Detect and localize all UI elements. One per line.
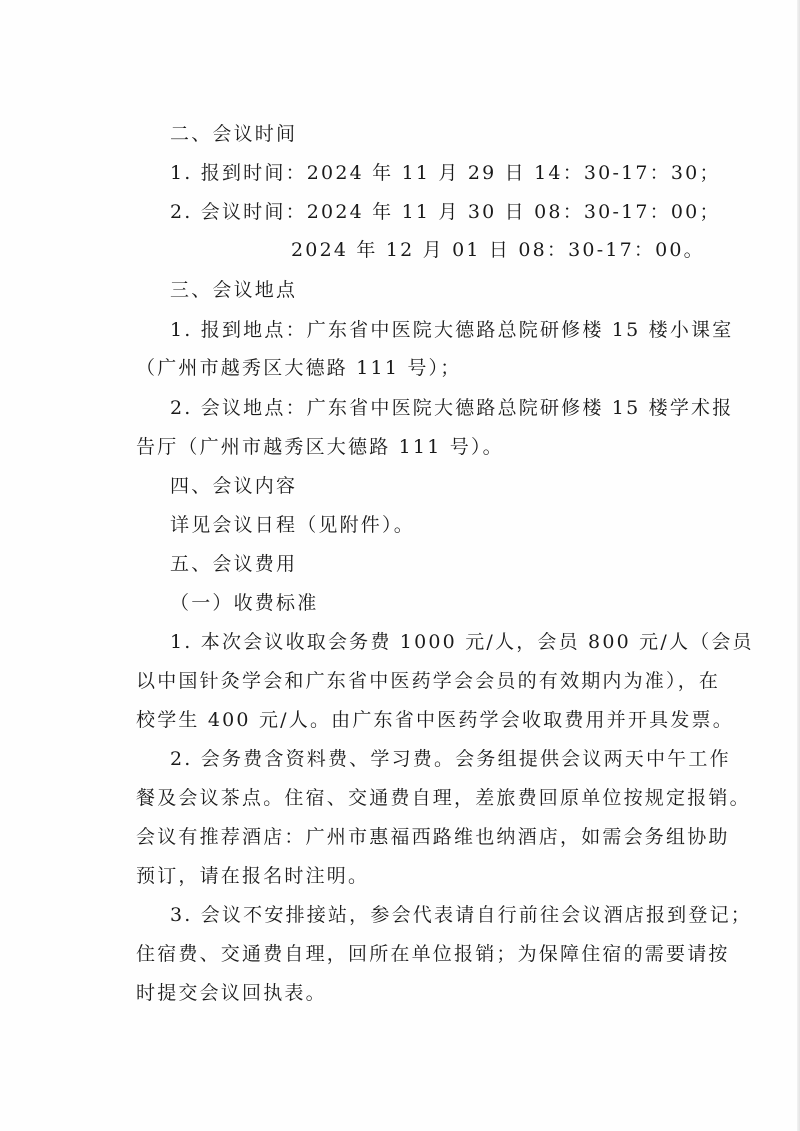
meeting-time-day1: 2. 会议时间：2024 年 11 月 30 日 08：30-17：00； xyxy=(170,201,721,223)
registration-venue: 1. 报到地点：广东省中医院大德路总院研修楼 15 楼小课室 xyxy=(170,319,734,341)
meeting-venue: 2. 会议地点：广东省中医院大德路总院研修楼 15 楼学术报 xyxy=(170,397,734,419)
fee-paragraph-3-line-1: 3. 会议不安排接站，参会代表请自行前往会议酒店报到登记； xyxy=(170,904,752,926)
fee-paragraph-1-line-3: 校学生 400 元/人。由广东省中医药学会收取费用并开具发票。 xyxy=(136,709,734,731)
fee-paragraph-3-line-2: 住宿费、交通费自理，回所在单位报销；为保障住宿的需要请按 xyxy=(136,943,730,965)
registration-time: 1. 报到时间：2024 年 11 月 29 日 14：30-17：30； xyxy=(170,162,721,184)
meeting-content-text: 详见会议日程（见附件）。 xyxy=(170,514,415,536)
fee-paragraph-2-line-4: 预订，请在报名时注明。 xyxy=(136,865,370,887)
fee-paragraph-3-line-3: 时提交会议回执表。 xyxy=(136,982,327,1004)
section-heading-meeting-venue: 三、会议地点 xyxy=(170,279,298,301)
fee-paragraph-1-line-1: 1. 本次会议收取会务费 1000 元/人，会员 800 元/人（会员 xyxy=(170,631,754,653)
subheading-fee-standard: （一）收费标准 xyxy=(170,592,319,614)
meeting-venue-address: 告厅（广州市越秀区大德路 111 号）。 xyxy=(136,436,504,458)
section-heading-meeting-content: 四、会议内容 xyxy=(170,475,298,497)
fee-paragraph-2-line-1: 2. 会务费含资料费、学习费。会务组提供会议两天中午工作 xyxy=(170,748,731,770)
section-heading-meeting-fees: 五、会议费用 xyxy=(170,553,298,575)
section-heading-meeting-time: 二、会议时间 xyxy=(170,123,298,145)
meeting-time-day2: 2024 年 12 月 01 日 08：30-17：00。 xyxy=(291,239,705,261)
registration-venue-address: （广州市越秀区大德路 111 号）； xyxy=(136,357,462,379)
fee-paragraph-1-line-2: 以中国针灸学会和广东省中医药学会会员的有效期内为准），在 xyxy=(136,670,721,692)
fee-paragraph-2-line-2: 餐及会议茶点。住宿、交通费自理，差旅费回原单位按规定报销。 xyxy=(136,787,751,809)
fee-paragraph-2-line-3: 会议有推荐酒店：广州市惠福西路维也纳酒店，如需会务组协助 xyxy=(136,826,730,848)
